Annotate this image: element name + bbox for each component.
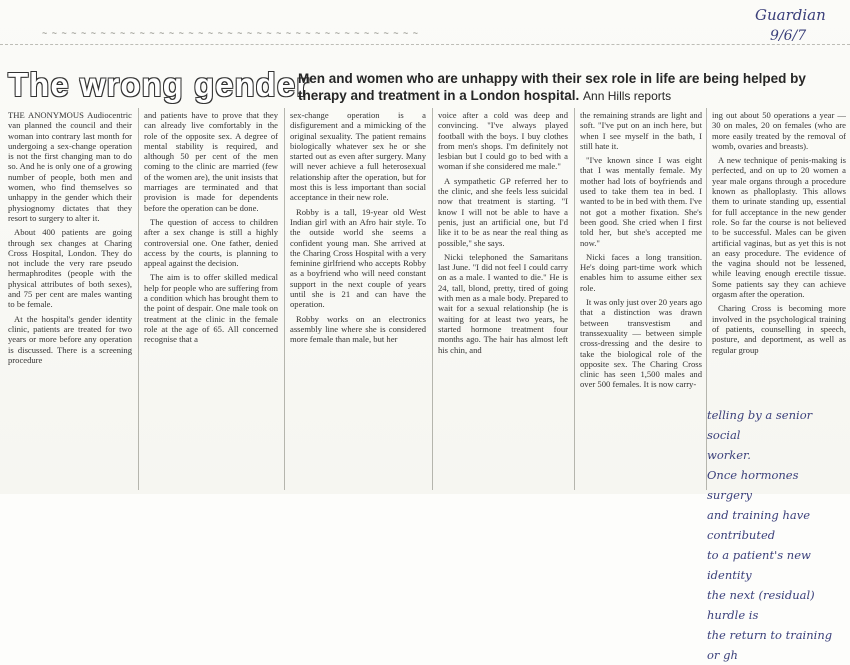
paragraph: It was only just over 20 years ago that a distinction was drawn between transvestism and transsexuality — between simple cross-dressing and the desire to take the biological role of the opposite sex. The Charing Cross clinic has seen 1,500 males and over 500 females. It is now carry- <box>580 297 702 390</box>
paragraph: At the hospital's gender identity clinic, patients are treated for two years or more before any operation is discussed. There is a screening procedure <box>8 313 132 365</box>
paragraph: The question of access to children after a sex change is still a highly controversial one. One father, denied access by the courts, is planning to appeal against the decision. <box>144 216 278 269</box>
paragraph: Robby is a tall, 19-year old West Indian girl with an Afro hair style. To the outside world she seems a confident young man. She arrived at the Charing Cross Hospital with a very feminine girlfriend who accepts Robby as a boyfriend who will need constant support in the next couple of years until she is 21 and can have the operation. <box>290 206 426 310</box>
paragraph: A new technique of penis-making is perfected, and on up to 20 women a year male organs through a procedure known as phalloplasty. This allows them to urinate standing up, essential for full acceptance in the new gender role. So far the course is not believed to be successful. Males can be given artificial vaginas, but as yet this is not an easy procedure. The evidence of the vagina should not be lessened, while leaving enough erectile tissue. Some patients say they can achieve orgasm after the operation. <box>712 155 846 300</box>
article-headline: The wrong gender <box>8 66 311 103</box>
handwritten-source-annotation: Guardian <box>755 6 826 24</box>
paragraph: ing out about 50 operations a year — 30 on males, 20 on females (who are more easily treated by the removal of womb, ovaries and breasts). <box>712 110 846 151</box>
article-column-2 <box>144 110 278 490</box>
paragraph: The aim is to offer skilled medical help for people who are suffering from a condition which has brought them to the point of despair. One male took on treatment at the clinic in the female role at the age of 65. All concerned recognise that a <box>144 272 278 345</box>
paragraph: Robby works on an electronics assembly line where she is considered more female than male, but her <box>290 313 426 345</box>
handwritten-date-annotation: 9/6/7 <box>770 28 807 44</box>
handwritten-line: the return to training or gh <box>707 628 833 662</box>
column-rule <box>574 108 575 490</box>
top-divider <box>0 44 850 45</box>
paragraph: the remaining strands are light and soft. "I've put on an inch here, but when I see myself in the bath, I still hate it. <box>580 110 702 151</box>
column-rule <box>138 108 139 490</box>
column-rule <box>432 108 433 490</box>
paragraph: THE ANONYMOUS Audiocentric van planned the council and their woman into contrary last month for undergoing a sex-change operation is not the first changing man to do so. And he is only one of a growing number of people, both men and women, who find themselves so unhappy in the gender which their physiognomy dictates that they resort to surgery to alter it. <box>8 110 132 223</box>
paragraph: voice after a cold was deep and convincing. "I've always played football with the boys. I buy clothes from men's shops. I'm definitely not lesbian but I could go to bed with a woman if she considered me male." <box>438 110 568 172</box>
article-column-5 <box>580 110 702 490</box>
page-header-strip: ~ ~ ~ ~ ~ ~ ~ ~ ~ ~ ~ ~ ~ ~ ~ ~ ~ ~ ~ ~ ~ ~ ~ ~ ~ ~ ~ ~ ~ ~ ~ ~ ~ ~ ~ ~ ~ ~ ~ <box>42 28 419 38</box>
handwritten-continuation-note <box>707 405 847 665</box>
article-column-4 <box>438 110 568 490</box>
handwritten-line: to a patient's new identity <box>707 548 811 582</box>
column-rule <box>284 108 285 490</box>
article-standfirst <box>298 70 846 105</box>
handwritten-line: telling by a senior social <box>707 408 813 442</box>
article-byline: Ann Hills reports <box>583 89 672 103</box>
paragraph: sex-change operation is a disfigurement and a mimicking of the original sexuality. The patient remains biologically whatever sex he or she started out as even after surgery. Many will never achieve a full heterosexual relationship after the operation, but for most this is less important than social acceptance in their new role. <box>290 110 426 203</box>
standfirst-text: Men and women who are unhappy with their sex role in life are being helped by therapy and treatment in a London hospital. <box>298 71 806 103</box>
paragraph: "I've known since I was eight that I was mentally female. My mother had lots of boyfriends and used to take them tea in bed. I wanted to be in bed with them. I've not got a mother fixation. She's been good. She cried when I first told her, but she's accepted me now." <box>580 155 702 248</box>
paragraph: About 400 patients are going through sex changes at Charing Cross Hospital, London. They do not include the very rare pseudo hermaphrodites (people with the physical attributes of both sexes), and 75 per cent are males wanting to be female. <box>8 227 132 310</box>
paragraph: A sympathetic GP referred her to the clinic, and she feels less suicidal now that treatment is starting. "I know I will not be able to have a penis, just an artificial one, but I'd like it to be as near the real thing as possible," she says. <box>438 175 568 248</box>
paragraph: and patients have to prove that they can already live comfortably in the role of the opposite sex. A degree of mental stability is required, and although 50 per cent of the men coming to the clinic are married (few of the women are), the unit insists that marriages are terminated and that provision is made for dependents before the operation can be done. <box>144 110 278 213</box>
handwritten-line: worker. <box>707 448 751 462</box>
handwritten-line: the next (residual) hurdle is <box>707 588 815 622</box>
article-column-6 <box>712 110 846 400</box>
article-column-3 <box>290 110 426 490</box>
article-column-1 <box>8 110 132 490</box>
handwritten-line: and training have contributed <box>707 508 811 542</box>
paragraph: Nicki telephoned the Samaritans last June. "I did not feel I could carry on as a male. I wanted to die." He is 24, tall, blond, pretty, tired of going with men as a male body. Prepared to wait for a sexual relationship (he is waiting for at least two years, he started hormone treatment four months ago. The hair has almost left his chin, and <box>438 251 568 355</box>
handwritten-line: Once hormones surgery <box>707 468 799 502</box>
paragraph: Charing Cross is becoming more involved in the psychological training of patients, counselling in speech, posture, and deportment, as well as regular group <box>712 303 846 355</box>
paragraph: Nicki faces a long transition. He's doing part-time work which enables him to assume either sex role. <box>580 251 702 293</box>
